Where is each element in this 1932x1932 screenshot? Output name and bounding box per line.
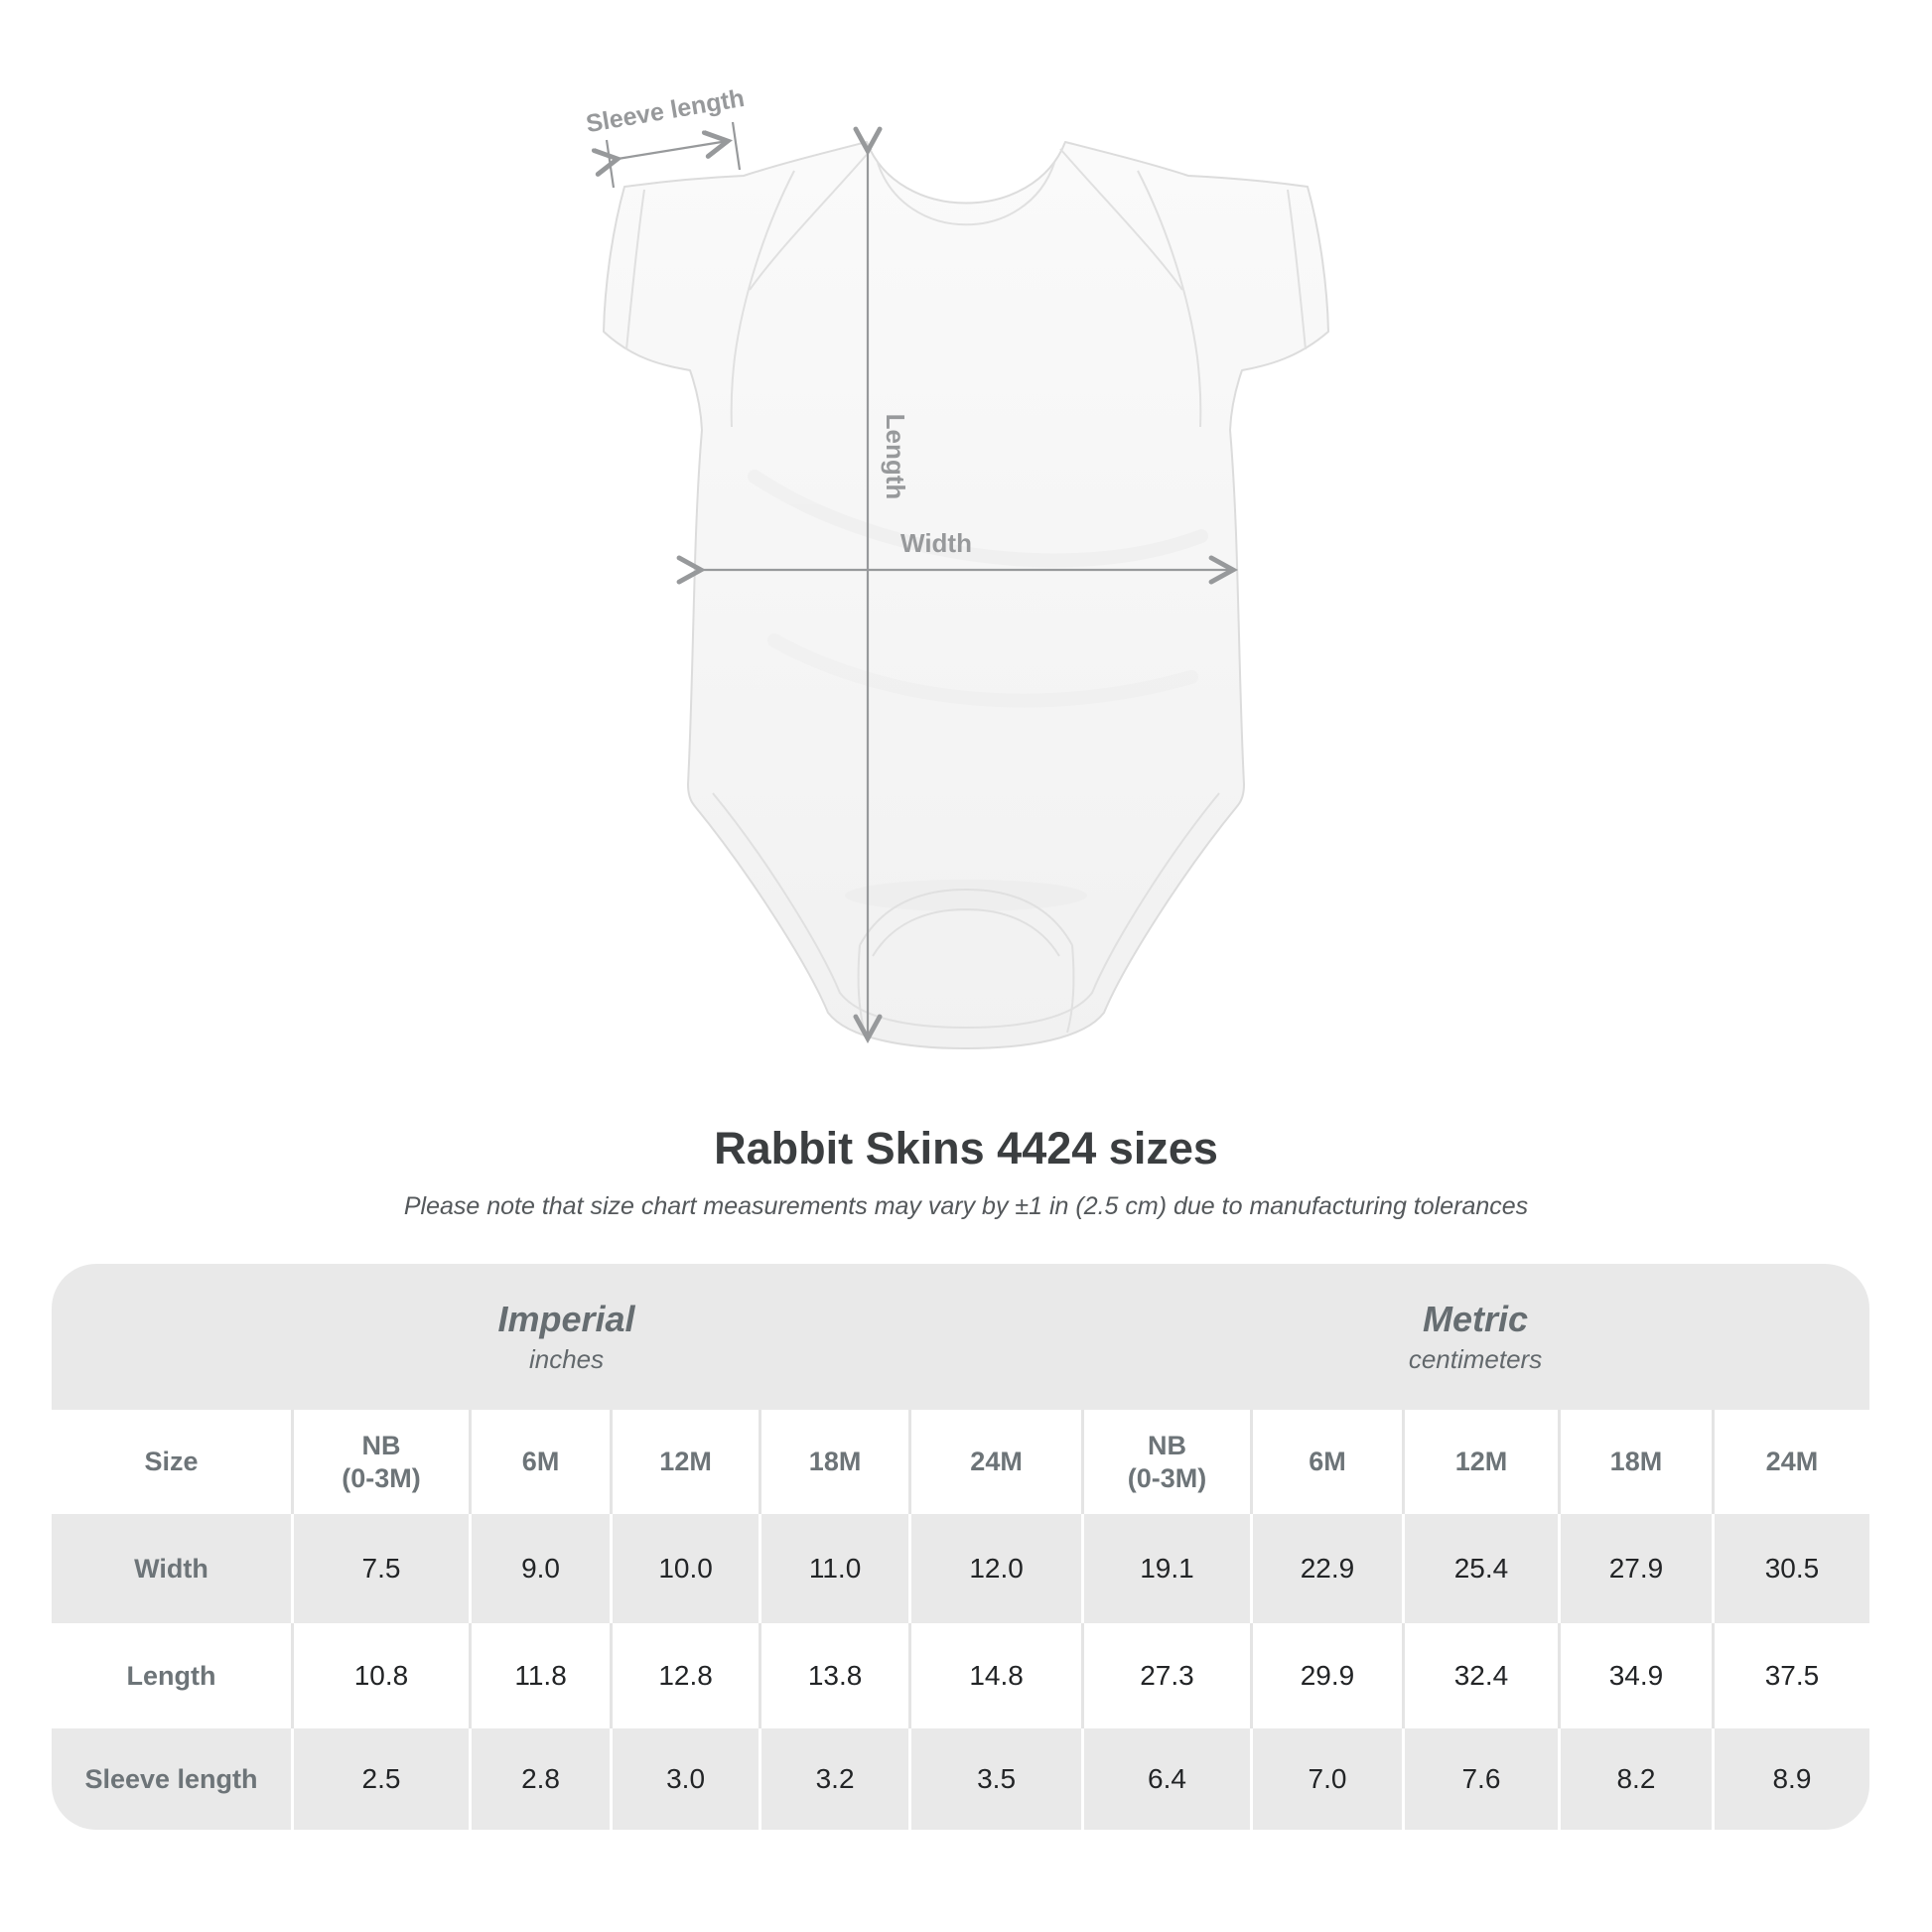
size-table (52, 1264, 1869, 1830)
col-header-line1: 18M (808, 1447, 862, 1477)
row-label: Length (126, 1660, 216, 1691)
col-header-line1: 6M (1309, 1447, 1346, 1477)
col-header-line1: 18M (1609, 1447, 1663, 1477)
row-label: Width (134, 1553, 208, 1584)
col-header-line1: 24M (970, 1447, 1023, 1477)
table-cell: 2.5 (291, 1728, 469, 1830)
table-cell: 6.4 (1081, 1728, 1250, 1830)
col-header-line1: 12M (1454, 1447, 1508, 1477)
metric-section-header (1081, 1264, 1869, 1410)
page-subtitle: Please note that size chart measurements may vary by ±1 in (2.5 cm) due to manufacturing tolerances (403, 1192, 1529, 1220)
table-cell: 30.5 (1712, 1514, 1869, 1623)
table-cell: 34.9 (1558, 1623, 1712, 1728)
table-cell: 25.4 (1402, 1514, 1558, 1623)
table-cell: 3.5 (908, 1728, 1081, 1830)
col-header-line2: (0-3M) (342, 1462, 421, 1493)
table-cell: 12.0 (908, 1514, 1081, 1623)
crotch-shadow (845, 880, 1087, 911)
col-header-line1: NB (1147, 1431, 1186, 1461)
table-cell: 7.6 (1402, 1728, 1558, 1830)
table-cell: 37.5 (1712, 1623, 1869, 1728)
sleeve-length-arrow (618, 141, 728, 159)
table-cell: 9.0 (469, 1514, 610, 1623)
col-header-line1: 12M (659, 1447, 712, 1477)
table-cell: 29.9 (1250, 1623, 1402, 1728)
table-cell: 19.1 (1081, 1514, 1250, 1623)
unit-header-band (52, 1264, 1869, 1410)
col-header-line1: 6M (521, 1447, 560, 1477)
sleeve-extension-tick-right (733, 122, 740, 170)
width-label: Width (900, 528, 972, 558)
table-cell: 12.8 (610, 1623, 759, 1728)
col-header-18m-imperial (759, 1410, 908, 1514)
table-cell: 32.4 (1402, 1623, 1558, 1728)
table-cell: 7.5 (291, 1514, 469, 1623)
table-cell: 14.8 (908, 1623, 1081, 1728)
metric-unit: centimeters (1408, 1344, 1543, 1374)
col-header-line1: 24M (1765, 1447, 1819, 1477)
table-row-width (52, 1514, 1869, 1623)
table-row-length (52, 1623, 1869, 1728)
col-header-24m-imperial (908, 1410, 1081, 1514)
table-cell: 13.8 (759, 1623, 908, 1728)
imperial-section-header (52, 1264, 1081, 1410)
col-header-nb-imperial (291, 1410, 469, 1514)
col-header-6m-imperial (469, 1410, 610, 1514)
size-header-row (52, 1410, 1869, 1514)
col-header-line1: NB (361, 1431, 401, 1461)
table-cell: 10.8 (291, 1623, 469, 1728)
col-header-12m-imperial (610, 1410, 759, 1514)
table-cell: 27.3 (1081, 1623, 1250, 1728)
page-title: Rabbit Skins 4424 sizes (714, 1123, 1218, 1173)
bodysuit-illustration (604, 142, 1328, 1048)
col-header-12m-metric (1402, 1410, 1558, 1514)
table-cell: 22.9 (1250, 1514, 1402, 1623)
table-cell: 3.2 (759, 1728, 908, 1830)
bodysuit-diagram (536, 69, 1400, 1072)
length-label: Length (881, 413, 910, 500)
col-header-6m-metric (1250, 1410, 1402, 1514)
table-row-sleeve-length (52, 1728, 1869, 1830)
col-header-24m-metric (1712, 1410, 1869, 1514)
bodysuit-body (604, 142, 1328, 1048)
table-cell: 2.8 (469, 1728, 610, 1830)
col-header-18m-metric (1558, 1410, 1712, 1514)
sleeve-length-label: Sleeve length (584, 83, 747, 139)
imperial-unit: inches (528, 1344, 605, 1374)
row-label: Sleeve length (84, 1763, 258, 1794)
col-header-line2: (0-3M) (1127, 1462, 1207, 1493)
sleeve-extension-tick-left (607, 140, 614, 188)
table-cell: 8.2 (1558, 1728, 1712, 1830)
table-cell: 7.0 (1250, 1728, 1402, 1830)
table-cell: 3.0 (610, 1728, 759, 1830)
table-cell: 10.0 (610, 1514, 759, 1623)
table-cell: 11.8 (469, 1623, 610, 1728)
table-cell: 8.9 (1712, 1728, 1869, 1830)
col-header-nb-metric (1081, 1410, 1250, 1514)
table-cell: 11.0 (759, 1514, 908, 1623)
table-cell: 27.9 (1558, 1514, 1712, 1623)
metric-label: Metric (1423, 1299, 1529, 1339)
imperial-label: Imperial (497, 1299, 635, 1339)
size-column-header: Size (144, 1447, 199, 1477)
